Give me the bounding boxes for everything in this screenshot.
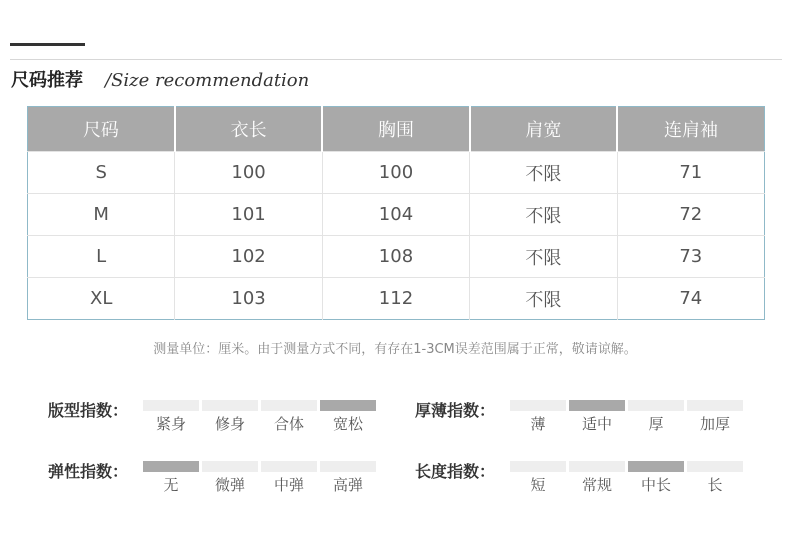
length-index-label: 长度指数： <box>415 462 496 481</box>
thickness-index-option: 加厚 <box>699 415 730 433</box>
length-index-option: 中长 <box>640 476 671 494</box>
column-header-chest: 胸围 <box>322 107 469 152</box>
length-index-option: 常规 <box>581 476 612 494</box>
length-index-segment <box>687 461 743 472</box>
elasticity-index-segment <box>261 461 317 472</box>
title-divider <box>10 59 782 60</box>
table-cell: M <box>28 194 175 236</box>
title-chinese: 尺码推荐 <box>11 70 83 91</box>
table-cell: 不限 <box>470 152 617 194</box>
table-cell: 108 <box>322 236 469 278</box>
table-cell: 不限 <box>470 236 617 278</box>
size-table <box>27 106 765 320</box>
table-cell: 102 <box>175 236 322 278</box>
title-accent-bar <box>10 43 85 46</box>
fit-index-segment <box>143 400 199 411</box>
fit-index-option: 宽松 <box>332 415 363 433</box>
table-row <box>28 194 765 236</box>
table-cell: S <box>28 152 175 194</box>
length-index-option: 短 <box>530 476 546 494</box>
elasticity-index-option: 高弹 <box>332 476 363 494</box>
fit-index-segment <box>320 400 376 411</box>
table-cell: 不限 <box>470 278 617 320</box>
table-row <box>28 236 765 278</box>
thickness-index-segment <box>510 400 566 411</box>
column-header-length: 衣长 <box>175 107 322 152</box>
elasticity-index-label: 弹性指数： <box>48 462 129 481</box>
table-cell: 72 <box>617 194 764 236</box>
elasticity-index-option: 无 <box>163 476 179 494</box>
length-index-option: 长 <box>707 476 723 494</box>
table-cell: 100 <box>322 152 469 194</box>
measurement-note: 测量单位：厘米。由于测量方式不同，有存在1-3CM误差范围属于正常，敬请谅解。 <box>153 342 637 357</box>
length-index-segment <box>569 461 625 472</box>
elasticity-index-option: 中弹 <box>273 476 304 494</box>
thickness-index-segment <box>687 400 743 411</box>
table-cell: XL <box>28 278 175 320</box>
table-cell: 100 <box>175 152 322 194</box>
table-row <box>28 152 765 194</box>
column-header-size: 尺码 <box>28 107 175 152</box>
thickness-index <box>415 398 755 438</box>
table-header-row <box>28 107 765 152</box>
table-cell: 112 <box>322 278 469 320</box>
fit-index-segment <box>202 400 258 411</box>
fit-index <box>48 398 388 438</box>
table-cell: L <box>28 236 175 278</box>
title-english: /Size recommendation <box>105 70 310 91</box>
column-header-shoulder: 肩宽 <box>470 107 617 152</box>
length-index <box>415 459 755 499</box>
elasticity-index-segment <box>202 461 258 472</box>
thickness-index-segment <box>628 400 684 411</box>
fit-index-option: 修身 <box>214 415 245 433</box>
thickness-index-option: 适中 <box>581 415 612 433</box>
table-cell: 不限 <box>470 194 617 236</box>
length-index-segment <box>628 461 684 472</box>
length-index-segment <box>510 461 566 472</box>
elasticity-index <box>48 459 388 499</box>
elasticity-index-segment <box>320 461 376 472</box>
table-row <box>28 278 765 320</box>
thickness-index-label: 厚薄指数： <box>415 401 496 420</box>
table-cell: 71 <box>617 152 764 194</box>
table-cell: 103 <box>175 278 322 320</box>
column-header-sleeve: 连肩袖 <box>617 107 764 152</box>
section-title <box>11 66 309 92</box>
fit-index-label: 版型指数： <box>48 401 129 420</box>
fit-index-segment <box>261 400 317 411</box>
thickness-index-option: 薄 <box>530 415 546 433</box>
elasticity-index-segment <box>143 461 199 472</box>
table-cell: 104 <box>322 194 469 236</box>
elasticity-index-option: 微弹 <box>214 476 245 494</box>
table-cell: 101 <box>175 194 322 236</box>
thickness-index-segment <box>569 400 625 411</box>
fit-index-option: 合体 <box>273 415 304 433</box>
table-cell: 73 <box>617 236 764 278</box>
fit-index-option: 紧身 <box>155 415 186 433</box>
thickness-index-option: 厚 <box>648 415 664 433</box>
table-cell: 74 <box>617 278 764 320</box>
